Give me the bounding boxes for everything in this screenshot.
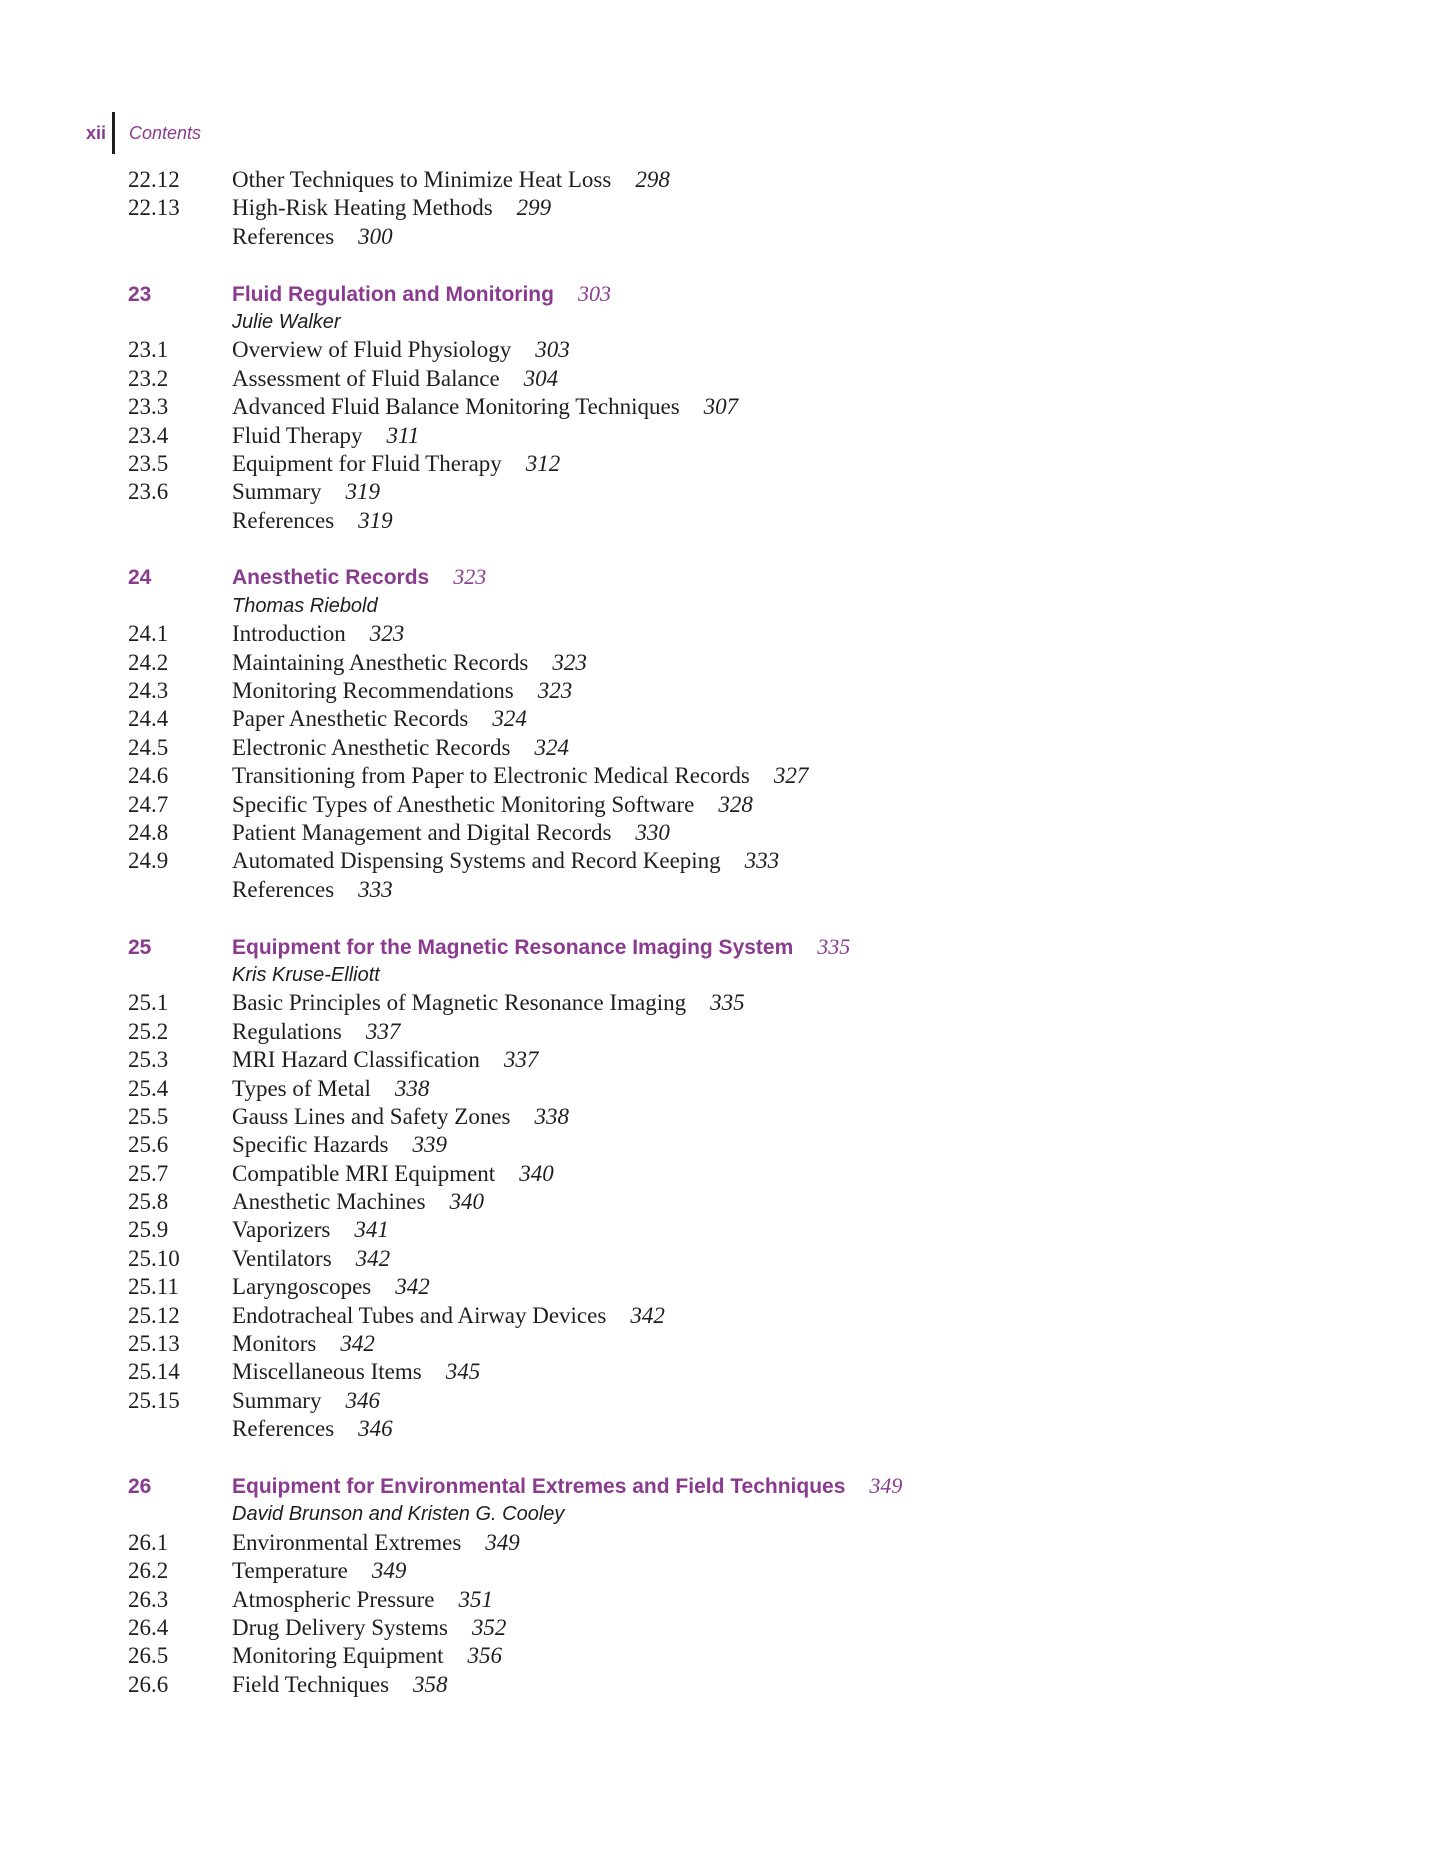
entry-page-number: 307 <box>703 394 739 420</box>
entry-page-number: 338 <box>394 1075 430 1101</box>
entry-number: 24.3 <box>128 678 169 704</box>
entry-number: 24.8 <box>128 819 169 845</box>
entry-title: Overview of Fluid Physiology <box>232 337 512 363</box>
entry-page-number: 324 <box>492 706 527 732</box>
entry-number: 26.2 <box>128 1558 169 1584</box>
entry-title: Automated Dispensing Systems and Record Keeping <box>232 848 721 874</box>
toc-section-entry[interactable] <box>128 1075 1328 1103</box>
toc-section-entry[interactable] <box>128 734 1328 762</box>
entry-page-number: 304 <box>523 365 559 391</box>
toc-section-entry[interactable] <box>128 876 1328 904</box>
entry-number: 24.7 <box>128 791 169 817</box>
entry-number: 23.1 <box>128 337 169 363</box>
page-folio: xii <box>86 122 107 143</box>
section-spacer <box>128 1444 1328 1472</box>
toc-section-entry[interactable] <box>128 1245 1328 1273</box>
toc-section-entry[interactable] <box>128 507 1328 535</box>
entry-number: 24.2 <box>128 649 169 675</box>
entry-page-number: 319 <box>358 507 393 533</box>
entry-title: Summary <box>232 479 322 505</box>
toc-section-entry[interactable] <box>128 223 1328 251</box>
toc-section-entry[interactable] <box>128 393 1328 421</box>
entry-title: References <box>232 507 335 533</box>
entry-page-number: 342 <box>395 1274 430 1300</box>
entry-title: References <box>232 223 335 249</box>
toc-section-entry[interactable] <box>128 1302 1328 1330</box>
entry-page-number: 333 <box>744 848 780 874</box>
entry-title: Regulations <box>232 1018 342 1044</box>
toc-section-entry[interactable] <box>128 1103 1328 1131</box>
entry-page-number: 311 <box>386 422 420 448</box>
entry-number: 23 <box>128 282 152 306</box>
toc-section-entry[interactable] <box>128 791 1328 819</box>
entry-title: Specific Hazards <box>232 1132 389 1158</box>
toc-section-entry[interactable] <box>128 1216 1328 1244</box>
entry-number: 25.5 <box>128 1103 169 1129</box>
entry-number: 25.8 <box>128 1189 169 1215</box>
entry-number: 24.9 <box>128 848 169 874</box>
toc-section-entry[interactable] <box>128 166 1328 194</box>
entry-title: Endotracheal Tubes and Airway Devices <box>232 1302 607 1328</box>
toc-author-line <box>128 308 1328 336</box>
entry-number: 25.12 <box>128 1302 180 1328</box>
entry-number: 25.6 <box>128 1132 169 1158</box>
toc-section-entry[interactable] <box>128 1046 1328 1074</box>
entry-number: 22.13 <box>128 195 180 221</box>
entry-title: Drug Delivery Systems <box>232 1614 448 1640</box>
entry-title: Monitoring Recommendations <box>232 678 514 704</box>
entry-page-number: 303 <box>577 280 611 306</box>
entry-title: Summary <box>232 1387 322 1413</box>
toc-section-entry[interactable] <box>128 1273 1328 1301</box>
entry-title: Patient Management and Digital Records <box>232 819 612 845</box>
entry-number: 25.2 <box>128 1018 169 1044</box>
entry-number: 26.6 <box>128 1671 169 1697</box>
entry-number: 25.3 <box>128 1047 169 1073</box>
entry-number: 25.11 <box>128 1274 179 1300</box>
entry-number: 25.15 <box>128 1387 180 1413</box>
running-head <box>86 112 201 154</box>
entry-title: Laryngoscopes <box>232 1274 372 1300</box>
entry-page-number: 346 <box>345 1387 380 1413</box>
entry-page-number: 312 <box>525 450 561 476</box>
entry-title: Fluid Therapy <box>232 422 363 448</box>
entry-title: Monitors <box>232 1331 317 1357</box>
section-spacer <box>128 535 1328 563</box>
entry-title: Anesthetic Records <box>232 566 430 590</box>
toc-section-entry[interactable] <box>128 336 1328 364</box>
toc-section-entry[interactable] <box>128 1358 1328 1386</box>
entry-number: 24.5 <box>128 734 169 760</box>
entry-page-number: 341 <box>354 1217 389 1243</box>
toc-section-entry[interactable] <box>128 1586 1328 1614</box>
entry-title: Monitoring Equipment <box>232 1643 444 1669</box>
entry-title: Types of Metal <box>232 1075 371 1101</box>
entry-page-number: 351 <box>458 1586 493 1612</box>
entry-title: High-Risk Heating Methods <box>232 195 493 221</box>
toc-section-entry[interactable] <box>128 1188 1328 1216</box>
entry-page-number: 324 <box>534 734 569 760</box>
toc-author-line <box>128 1500 1328 1528</box>
toc-section-entry[interactable] <box>128 422 1328 450</box>
entry-number: 22.12 <box>128 167 180 192</box>
entry-page-number: 323 <box>552 649 587 675</box>
toc-chapter-entry[interactable] <box>128 563 1328 591</box>
toc-section-entry[interactable] <box>128 762 1328 790</box>
entry-page-number: 342 <box>355 1245 391 1271</box>
entry-page-number: 352 <box>471 1614 507 1640</box>
entry-title: References <box>232 1416 335 1442</box>
toc-section-entry[interactable] <box>128 1671 1328 1699</box>
entry-page-number: 349 <box>371 1558 407 1584</box>
entry-page-number: 342 <box>340 1331 375 1357</box>
entry-number: 25 <box>128 935 152 959</box>
toc-section-entry[interactable] <box>128 1415 1328 1443</box>
entry-page-number: 342 <box>630 1302 665 1328</box>
entry-title: Equipment for the Magnetic Resonance Imaging System <box>232 935 794 959</box>
entry-number: 26.1 <box>128 1529 169 1555</box>
entry-page-number: 328 <box>718 791 753 817</box>
section-spacer <box>128 904 1328 932</box>
toc-section-entry[interactable] <box>128 1018 1328 1046</box>
entry-page-number: 299 <box>516 195 552 221</box>
entry-title: Compatible MRI Equipment <box>232 1160 496 1186</box>
entry-title: Introduction <box>232 621 346 647</box>
entry-number: 24.4 <box>128 706 169 732</box>
entry-page-number: 323 <box>369 621 405 647</box>
toc-section-entry[interactable] <box>128 620 1328 648</box>
entry-page-number: 338 <box>534 1103 569 1129</box>
toc-section-entry[interactable] <box>128 450 1328 478</box>
entry-number: 24 <box>128 566 152 590</box>
entry-title: Field Techniques <box>232 1671 390 1697</box>
entry-title: Fluid Regulation and Monitoring <box>232 282 554 306</box>
entry-page-number: 323 <box>453 564 487 590</box>
entry-number: 26 <box>128 1474 152 1498</box>
entry-page-number: 330 <box>635 819 670 845</box>
entry-number: 24.1 <box>128 621 169 647</box>
toc-section-entry[interactable] <box>128 1330 1328 1358</box>
entry-number: 26.5 <box>128 1643 169 1669</box>
toc-chapter-entry[interactable] <box>128 1472 1328 1500</box>
running-head-title: Contents <box>129 122 202 143</box>
toc-author-line <box>128 592 1328 620</box>
entry-number: 26.3 <box>128 1586 169 1612</box>
entry-title: Maintaining Anesthetic Records <box>232 649 529 675</box>
toc-section-entry[interactable] <box>128 1557 1328 1585</box>
entry-page-number: 339 <box>412 1132 447 1158</box>
entry-page-number: 300 <box>358 223 393 249</box>
header-divider <box>112 112 115 154</box>
toc-chapter-entry[interactable] <box>128 280 1328 308</box>
table-of-contents <box>128 166 1328 1699</box>
toc-chapter-entry[interactable] <box>128 933 1328 961</box>
entry-title: Assessment of Fluid Balance <box>232 365 500 391</box>
entry-number: 26.4 <box>128 1614 169 1640</box>
entry-number: 25.13 <box>128 1331 180 1357</box>
toc-section-entry[interactable] <box>128 1160 1328 1188</box>
entry-title: Basic Principles of Magnetic Resonance Imaging <box>232 990 687 1016</box>
entry-number: 25.14 <box>128 1359 180 1385</box>
entry-title: Equipment for Environmental Extremes and Field Techniques <box>232 1474 846 1498</box>
entry-page-number: 319 <box>345 479 380 505</box>
entry-number: 24.6 <box>128 763 169 789</box>
entry-number: 25.10 <box>128 1245 180 1271</box>
entry-page-number: 358 <box>413 1671 448 1697</box>
toc-section-entry[interactable] <box>128 1131 1328 1159</box>
toc-section-entry[interactable] <box>128 478 1328 506</box>
entry-page-number: 323 <box>537 678 573 704</box>
chapter-author: Kris Kruse-Elliott <box>232 963 380 986</box>
toc-section-entry[interactable] <box>128 649 1328 677</box>
toc-section-entry[interactable] <box>128 1642 1328 1670</box>
chapter-author: Julie Walker <box>232 310 341 333</box>
entry-page-number: 340 <box>449 1189 485 1215</box>
entry-number: 23.2 <box>128 365 169 391</box>
entry-title: Other Techniques to Minimize Heat Loss <box>232 167 612 192</box>
entry-number: 25.1 <box>128 990 169 1016</box>
entry-page-number: 298 <box>635 167 670 192</box>
entry-page-number: 349 <box>485 1529 520 1555</box>
entry-title: Specific Types of Anesthetic Monitoring Software <box>232 791 695 817</box>
toc-section-entry[interactable] <box>128 847 1328 875</box>
toc-section-entry[interactable] <box>128 705 1328 733</box>
entry-title: Ventilators <box>232 1245 332 1271</box>
entry-number: 25.9 <box>128 1217 169 1243</box>
entry-title: Paper Anesthetic Records <box>232 706 469 732</box>
entry-number: 23.4 <box>128 422 169 448</box>
toc-section-entry[interactable] <box>128 1387 1328 1415</box>
toc-section-entry[interactable] <box>128 365 1328 393</box>
entry-page-number: 337 <box>503 1047 539 1073</box>
entry-title: Anesthetic Machines <box>232 1189 426 1215</box>
toc-section-entry[interactable] <box>128 194 1328 222</box>
chapter-author: Thomas Riebold <box>232 594 378 617</box>
entry-page-number: 335 <box>817 933 851 959</box>
entry-title: Equipment for Fluid Therapy <box>232 450 502 476</box>
entry-title: Temperature <box>232 1558 348 1584</box>
entry-page-number: 356 <box>467 1643 502 1669</box>
toc-author-line <box>128 961 1328 989</box>
entry-title: MRI Hazard Classification <box>232 1047 480 1073</box>
entry-title: Atmospheric Pressure <box>232 1586 435 1612</box>
entry-title: Vaporizers <box>232 1217 331 1243</box>
toc-section-entry[interactable] <box>128 1529 1328 1557</box>
entry-page-number: 333 <box>358 876 393 902</box>
toc-section-entry[interactable] <box>128 677 1328 705</box>
entry-page-number: 337 <box>365 1018 401 1044</box>
chapter-author: David Brunson and Kristen G. Cooley <box>232 1503 565 1526</box>
entry-page-number: 327 <box>773 763 809 789</box>
toc-section-entry[interactable] <box>128 989 1328 1017</box>
entry-number: 25.4 <box>128 1075 169 1101</box>
entry-number: 23.5 <box>128 450 169 476</box>
toc-section-entry[interactable] <box>128 1614 1328 1642</box>
entry-number: 23.6 <box>128 479 169 505</box>
entry-title: Advanced Fluid Balance Monitoring Techniques <box>232 394 680 420</box>
entry-title: Environmental Extremes <box>232 1529 462 1555</box>
entry-page-number: 349 <box>869 1472 903 1498</box>
entry-title: Miscellaneous Items <box>232 1359 422 1385</box>
entry-page-number: 303 <box>535 337 570 363</box>
entry-page-number: 346 <box>358 1416 393 1442</box>
section-spacer <box>128 251 1328 279</box>
entry-title: Transitioning from Paper to Electronic Medical Records <box>232 763 750 789</box>
entry-page-number: 340 <box>519 1160 554 1186</box>
entry-title: Electronic Anesthetic Records <box>232 734 511 760</box>
entry-number: 23.3 <box>128 394 169 420</box>
toc-section-entry[interactable] <box>128 819 1328 847</box>
entry-number: 25.7 <box>128 1160 169 1186</box>
entry-page-number: 345 <box>445 1359 481 1385</box>
entry-page-number: 335 <box>710 990 745 1016</box>
entry-title: References <box>232 876 335 902</box>
entry-title: Gauss Lines and Safety Zones <box>232 1103 511 1129</box>
